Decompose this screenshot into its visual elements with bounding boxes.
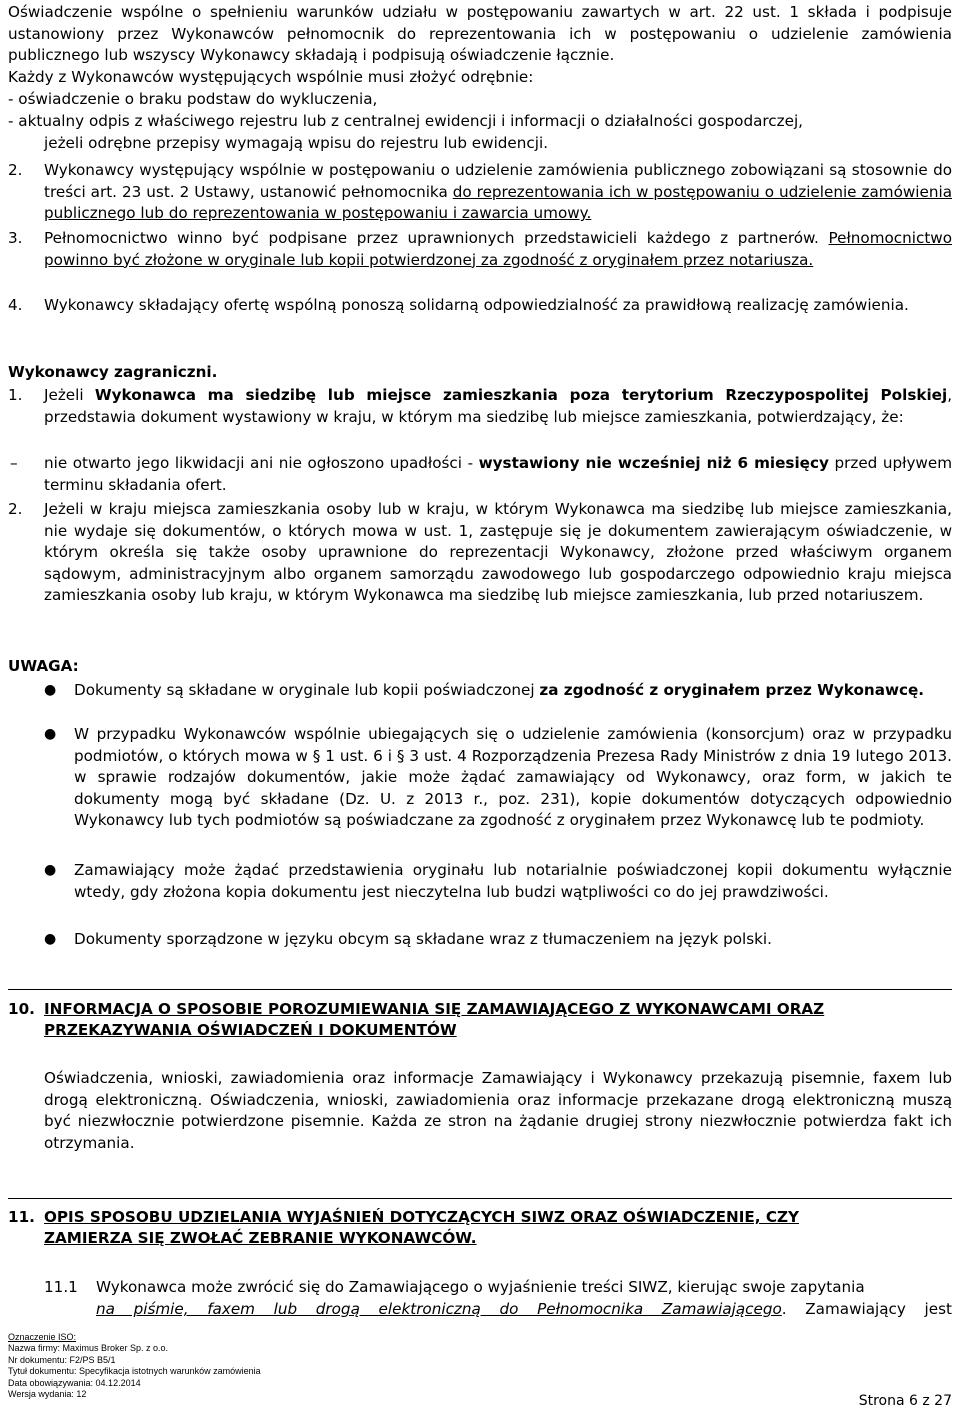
iso-footer xyxy=(8,1332,261,1400)
dash-item-exclusion: - oświadczenie o braku podstaw do wykluczenia, xyxy=(8,90,378,108)
item-number: 1. xyxy=(8,386,23,404)
foreign-item-2: Jeżeli w kraju miejsca zamieszkania osoby lub w kraju, w którym Wykonawca ma siedzibę lub miejsce zamieszkania, nie wydaje się dokumentów, o których mowa w ust. 1, zastępuje się je dokumentem zawierającym oświadczenie, w którym określa się także osoby uprawnione do reprezentacji Wykonawcy, złożone przed właściwym organem sądowym, administracyjnym albo organem samorządu zawodowego lub gospodarczego odpowiednio kraju miejsca zamieszkania osoby lub kraju, w którym Wykonawca ma siedzibę lub miejsce zamieszkania, lub przed notariuszem. xyxy=(44,500,952,605)
bullet-icon: ● xyxy=(44,726,57,742)
uwaga-bullet-1: Dokumenty są składane w oryginale lub kopii poświadczonej za zgodność z oryginałem przez Wykonawcę. xyxy=(74,681,925,699)
dash-item-register: - aktualny odpis z właściwego rejestru lub z centralnej ewidencji i informacji o działalności gospodarczej, xyxy=(8,112,804,130)
section-divider xyxy=(8,989,952,990)
uwaga-bullet-3: Zamawiający może żądać przedstawienia oryginału lub notarialnie poświadczonej kopii dokumentu wyłącznie wtedy, gdy złożona kopia dokumentu jest nieczytelna lub budzi wątpliwości co do jej prawdziwości. xyxy=(74,861,952,901)
item-number: 4. xyxy=(8,296,23,314)
footer-valid-date: Data obowiązywania: 04.12.2014 xyxy=(8,1377,141,1388)
item-2-underlined: do reprezentowania ich w postępowaniu o udzielenie zamówienia publicznego lub do reprezentowania w postępowaniu i zawarcia umowy. xyxy=(44,182,952,223)
section-10-body: Oświadczenia, wnioski, zawiadomienia oraz informacje Zamawiający i Wykonawcy przekazują pisemnie, faxem lub drogą elektroniczną. Oświadczenia, wnioski, zawiadomienia oraz informacje przekazane drogą elektroniczną muszą być niezwłocznie potwierdzone pisemnie. Każda ze stron na żądanie drugiej strony niezwłocznie potwierdza fakt ich otrzymania. xyxy=(44,1069,952,1152)
uwaga-bullet-4: Dokumenty sporządzone w języku obcym są składane wraz z tłumaczeniem na język polski. xyxy=(74,930,772,948)
joint-statement-text: Oświadczenie wspólne o spełnieniu warunków udziału w postępowaniu zawartych w art. 22 ust. 1 składa i podpisuje ustanowiony przez Wykonawców pełnomocnik do reprezentowania ich w postępowaniu o udzielenie zamówienia publicznego lub wszyscy Wykonawcy składają i podpisują oświadczenie łącznie. xyxy=(8,3,952,65)
footer-doc-title: Tytuł dokumentu: Specyfikacja istotnych warunków zamówienia xyxy=(8,1366,261,1377)
dash-item-register-cont: jeżeli odrębne przepisy wymagają wpisu do rejestru lub ewidencji. xyxy=(44,134,549,152)
joint-statement-paragraph xyxy=(8,2,952,67)
footer-version: Wersja wydania: 12 xyxy=(8,1389,87,1400)
dash-glyph: – xyxy=(10,454,18,472)
section-divider xyxy=(8,1198,952,1199)
section-11-number: 11. xyxy=(8,1208,35,1226)
uwaga-heading: UWAGA: xyxy=(8,657,79,675)
footer-company: Nazwa firmy: Maximus Broker Sp. z o.o. xyxy=(8,1343,169,1354)
section-11-title-line1: OPIS SPOSOBU UDZIELANIA WYJAŚNIEŃ DOTYCZĄCYCH SIWZ ORAZ OŚWIADCZENIE, CZY xyxy=(44,1208,799,1226)
item-number: 2. xyxy=(8,500,23,518)
section-10-title-line1: INFORMACJA O SPOSOBIE POROZUMIEWANIA SIĘ ZAMAWIAJĄCEGO Z WYKONAWCAMI ORAZ xyxy=(44,1000,825,1018)
item-3-text: Pełnomocnictwo winno być podpisane przez uprawnionych przedstawicieli każdego z partnerów. Pełnomocnictwo powinno być złożone w oryginale lub kopii potwierdzonej za zgodność z oryginałem przez notariusza. xyxy=(44,229,952,269)
item-3-underlined: Pełnomocnictwo powinno być złożone w oryginale lub kopii potwierdzonej za zgodność z oryginałem przez notariusza. xyxy=(44,229,952,269)
subsection-11-1-line2: na piśmie, faxem lub drogą elektroniczną do Pełnomocnika Zamawiającego. Zamawiający jest xyxy=(96,1300,952,1318)
foreign-dash-item: nie otwarto jego likwidacji ani nie ogłoszono upadłości - wystawiony nie wcześniej niż 6 miesięcy przed upływem terminu składania ofert. xyxy=(44,454,952,494)
foreign-item-1: Jeżeli Wykonawca ma siedzibę lub miejsce zamieszkania poza terytorium Rzeczypospolitej Polskiej, przedstawia dokument wystawiony w kraju, w którym ma siedzibę lub miejsce zamieszkania, potwierdzający, że: xyxy=(44,386,953,426)
page-number: Strona 6 z 27 xyxy=(858,1393,952,1409)
bullet-icon: ● xyxy=(44,931,57,947)
item-number: 3. xyxy=(8,229,23,247)
item-2-text: Wykonawcy występujący wspólnie w postępowaniu o udzielenie zamówienia publicznego zobowiązani są stosownie do treści art. 23 ust. 2 Ustawy, ustanowić pełnomocnika do reprezentowania ich w postępowaniu o udzielenie zamówienia publicznego lub do reprezentowania w postępowaniu i zawarcia umowy. xyxy=(44,161,952,223)
item-4-text: Wykonawcy składający ofertę wspólną ponoszą solidarną odpowiedzialność za prawidłową realizację zamówienia. xyxy=(44,296,909,314)
each-contractor-line: Każdy z Wykonawców występujących wspólnie musi złożyć odrębnie: xyxy=(8,68,534,86)
subsection-11-1-line1: Wykonawca może zwrócić się do Zamawiającego o wyjaśnienie treści SIWZ, kierując swoje zapytania xyxy=(96,1278,865,1296)
footer-iso-label: Oznaczenie ISO: xyxy=(8,1332,77,1342)
section-11-title-line2: ZAMIERZA SIĘ ZWOŁAĆ ZEBRANIE WYKONAWCÓW. xyxy=(44,1229,477,1247)
bullet-icon: ● xyxy=(44,682,57,698)
section-10-number: 10. xyxy=(8,1000,35,1018)
foreign-contractors-heading: Wykonawcy zagraniczni. xyxy=(8,363,218,381)
subsection-number: 11.1 xyxy=(44,1278,78,1296)
uwaga-bullet-2: W przypadku Wykonawców wspólnie ubiegających się o udzielenie zamówienia (konsorcjum) oraz w przypadku podmiotów, o których mowa w § 1 ust. 6 i § 3 ust. 4 Rozporządzenia Prezesa Rady Ministrów z dnia 19 lutego 2013. w sprawie rodzajów dokumentów, jakie może żądać zamawiający od Wykonawcy, oraz form, w jakich te dokumenty mogą być składane (Dz. U. z 2013 r., poz. 231), kopie dokumentów dotyczących odpowiednio Wykonawcy lub tych podmiotów są poświadczane za zgodność z oryginałem przez Wykonawcę lub te podmioty. xyxy=(74,725,952,830)
item-number: 2. xyxy=(8,161,23,179)
footer-doc-number: Nr dokumentu: F2/PS B5/1 xyxy=(8,1354,116,1365)
bullet-icon: ● xyxy=(44,862,57,878)
section-10-title-line2: PRZEKAZYWANIA OŚWIADCZEŃ I DOKUMENTÓW xyxy=(44,1021,457,1039)
